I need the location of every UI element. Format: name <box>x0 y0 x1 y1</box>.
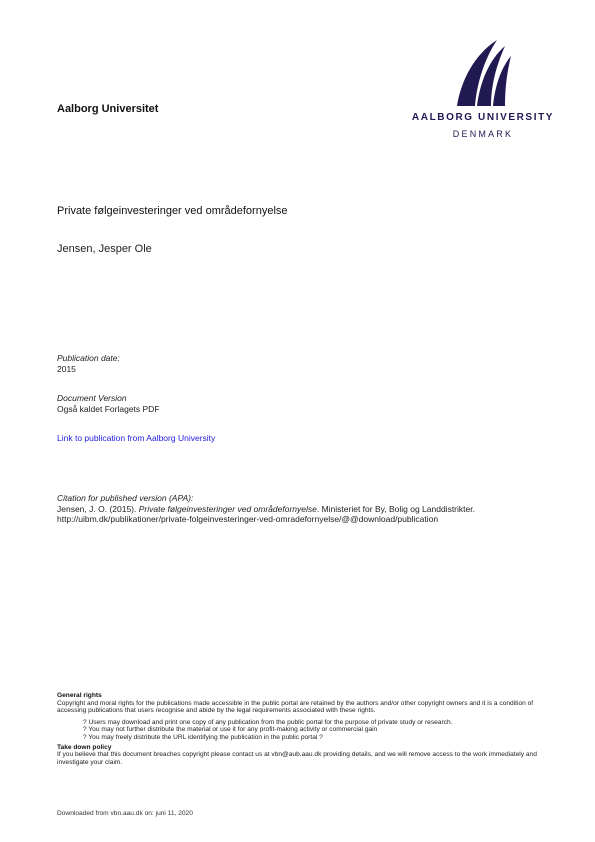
wave-logo-icon <box>453 34 513 108</box>
publication-title: Private følgeinvesteringer ved områdefornyelse <box>57 205 288 217</box>
takedown-text: If you believe that this document breaches copyright please contact us at vbn@aub.aau.dk providing details, and we will remove access to the work immediately and investigate your claim. <box>57 751 537 766</box>
takedown-heading: Take down policy <box>57 743 112 751</box>
logo-wordmark: AALBORG UNIVERSITY <box>411 112 555 123</box>
download-stamp: Downloaded from vbn.aau.dk on: juni 11, 2020 <box>57 810 193 817</box>
rights-item: ? Users may download and print one copy of any publication from the public portal for the purpose of private study or research. <box>83 718 453 726</box>
publication-date-value: 2015 <box>57 364 76 374</box>
general-rights-text: Copyright and moral rights for the publications made accessible in the public portal are retained by the authors and/or other copyright owners and it is a condition of accessing publications that users recognise and abide by the legal requirements associated with these rights. <box>57 699 534 715</box>
citation-text <box>57 504 557 515</box>
aalborg-university-logo <box>405 34 561 144</box>
publication-link[interactable]: Link to publication from Aalborg University <box>57 433 216 443</box>
citation-suffix: . Ministeriet for By, Bolig og Landdistrikter. <box>316 503 475 514</box>
rights-item: ? You may not further distribute the material or use it for any profit-making activity or commercial gain <box>83 726 378 734</box>
citation-block <box>57 493 557 525</box>
publication-author: Jensen, Jesper Ole <box>57 243 152 255</box>
citation-title: Private følgeinvesteringer ved områdefornyelse <box>138 503 317 514</box>
document-version-value: Også kaldet Forlagets PDF <box>57 404 160 414</box>
rights-item: ? You may freely distribute the URL identifying the publication in the public portal ? <box>83 733 323 741</box>
publication-date-label: Publication date: <box>57 353 120 363</box>
citation-label: Citation for published version (APA): <box>57 493 194 503</box>
document-version-label: Document Version <box>57 393 127 403</box>
logo-country: DENMARK <box>452 129 514 139</box>
citation-prefix: Jensen, J. O. (2015). <box>57 503 139 514</box>
general-rights-heading: General rights <box>57 692 102 699</box>
citation-url[interactable]: http://uibm.dk/publikationer/private-folgeinvesteringer-ved-omradefornyelse/@@download/publication <box>57 514 439 524</box>
rights-list <box>57 719 557 742</box>
institution-name: Aalborg Universitet <box>57 103 159 115</box>
rights-block <box>57 692 557 766</box>
